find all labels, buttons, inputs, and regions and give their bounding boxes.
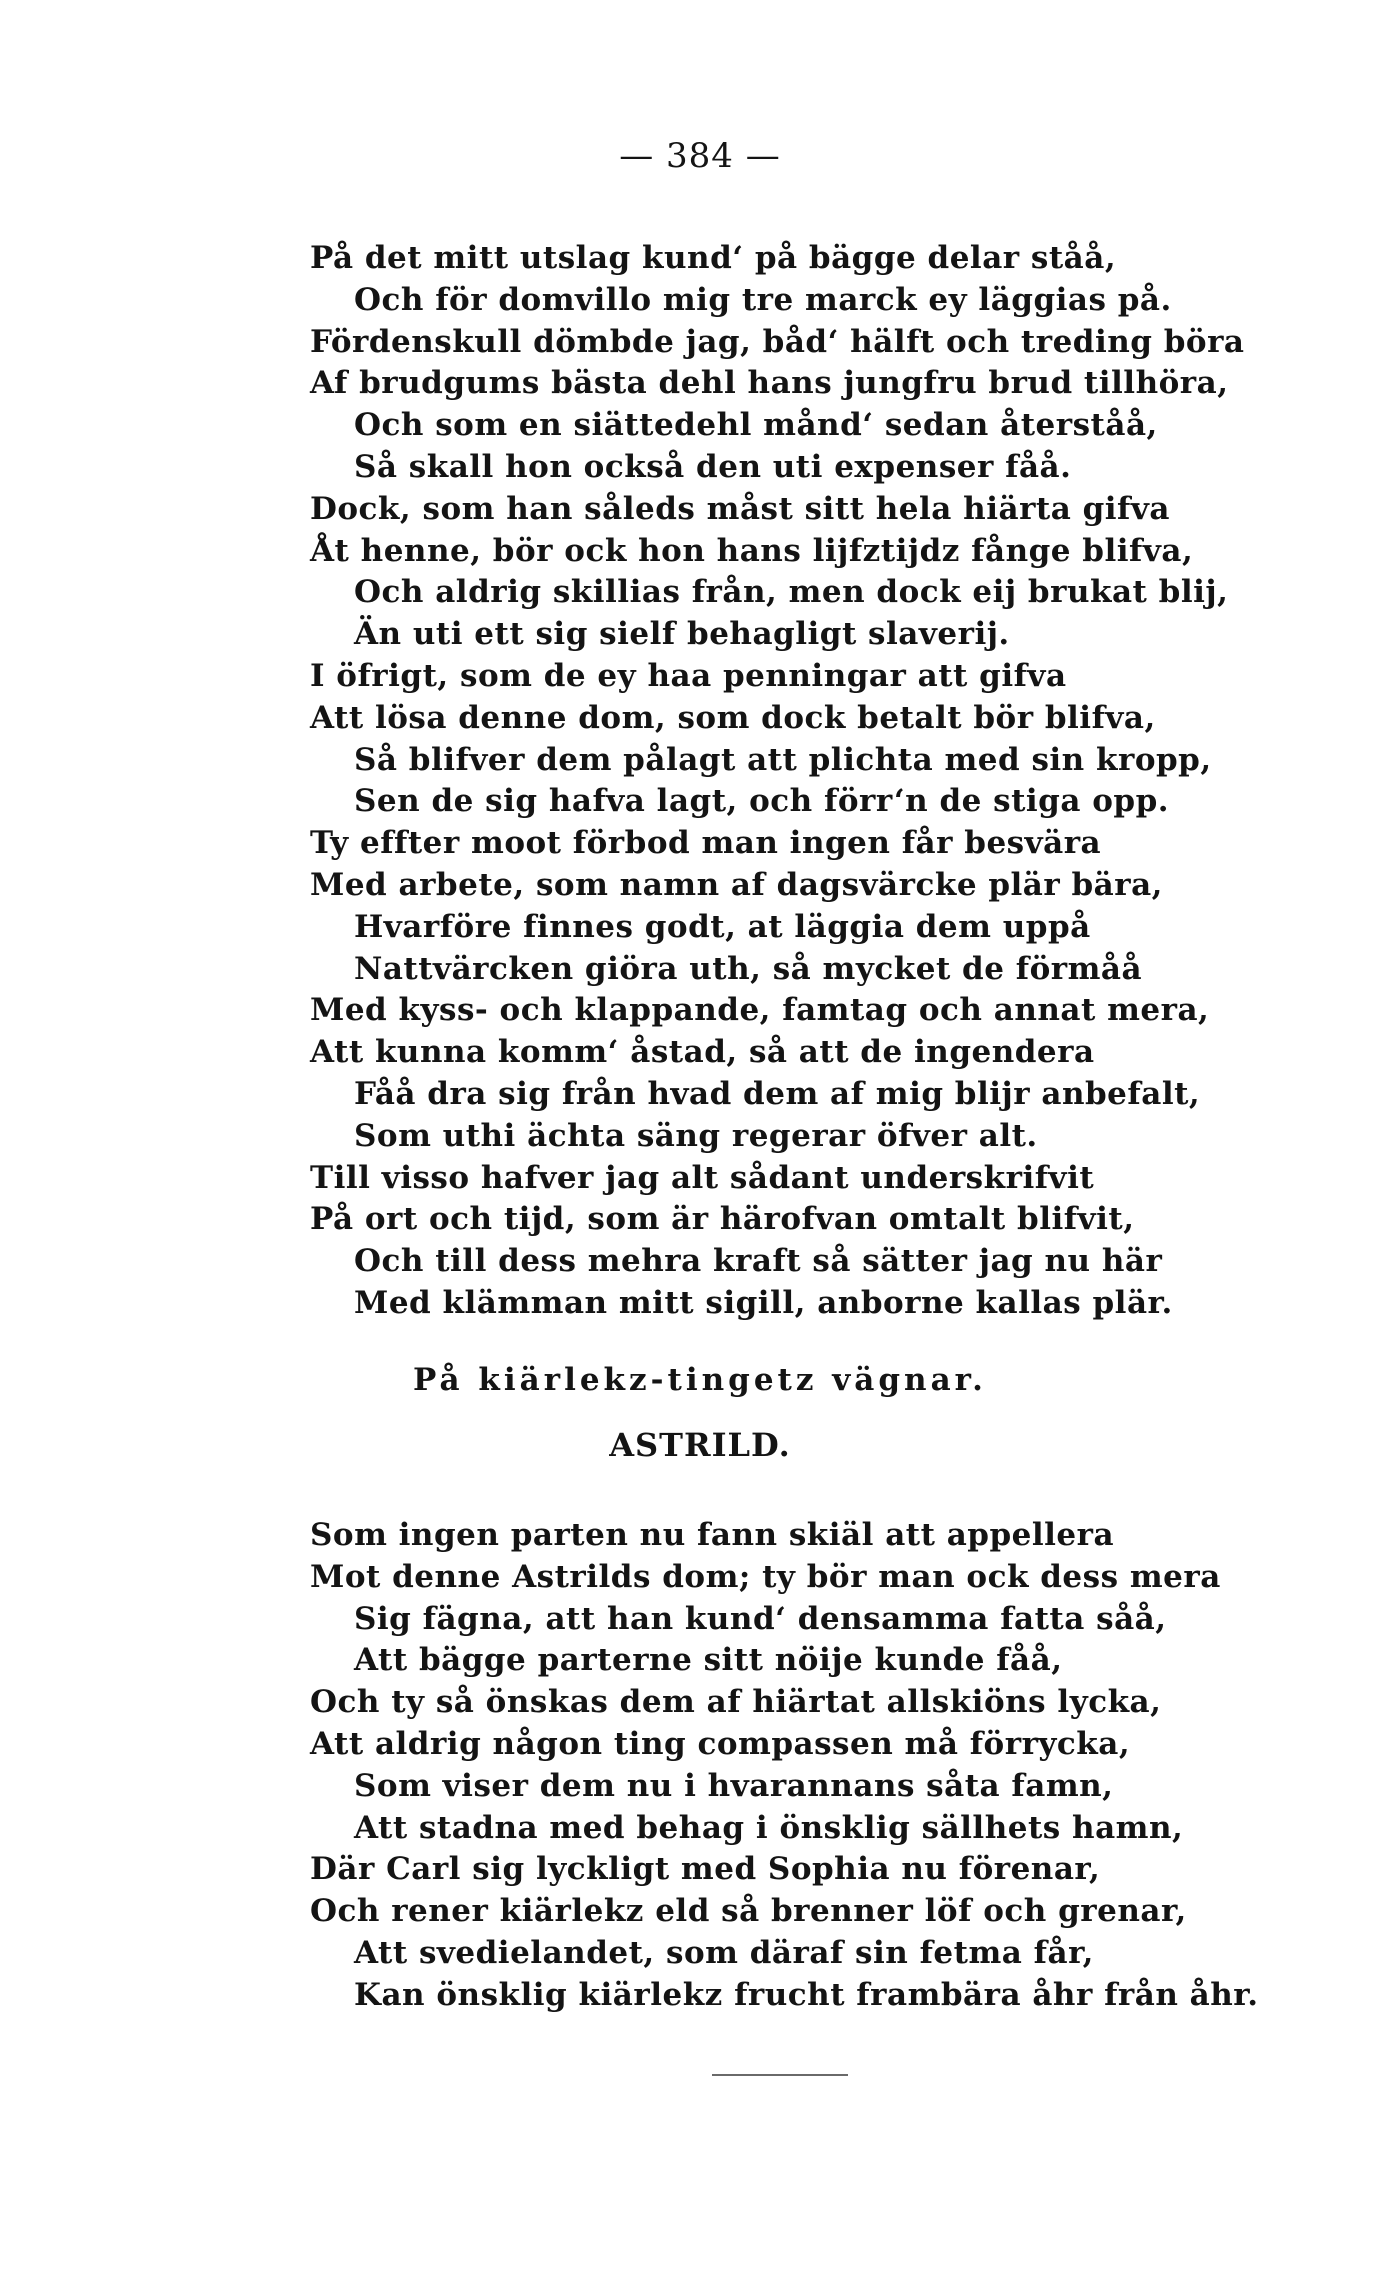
poem-line: Och till dess mehra kraft så sätter jag nu här bbox=[354, 1243, 1163, 1280]
poem-line: Så skall hon också den uti expenser fåå. bbox=[354, 449, 1072, 485]
poem-line: Som ingen parten nu fann skiäl att appellera bbox=[310, 1517, 1115, 1553]
poem-line: Sig fägna, att han kund‘ densamma fatta såå, bbox=[354, 1600, 1167, 1637]
poem-line: Där Carl sig lyckligt med Sophia nu förenar, bbox=[310, 1851, 1101, 1888]
page-number: — 384 — bbox=[619, 136, 781, 176]
poem-line: Hvarföre finnes godt, at läggia dem uppå bbox=[354, 908, 1091, 945]
poem-line: Åt henne, bör ock hon hans lijfztijdz fånge blifva, bbox=[310, 532, 1194, 569]
poem-line: Och för domvillo mig tre marck ey läggias på. bbox=[354, 281, 1172, 318]
poem-line: På ort och tijd, som är härofvan omtalt blifvit, bbox=[310, 1201, 1135, 1238]
poem-line: Att stadna med behag i önsklig sällhets hamn, bbox=[354, 1809, 1184, 1846]
poem-line: På det mitt utslag kund‘ på bägge delar ståå, bbox=[310, 240, 1117, 276]
poem-line: Med arbete, som namn af dagsvärcke plär bära, bbox=[310, 867, 1163, 903]
poem-line: Och ty så önskas dem af hiärtat allskiöns lycka, bbox=[310, 1684, 1162, 1721]
poem-line: Nattvärcken giöra uth, så mycket de förmåå bbox=[354, 950, 1143, 987]
poem-line: Att aldrig någon ting compassen må förrycka, bbox=[310, 1726, 1131, 1762]
poem-line: Än uti ett sig sielf behagligt slaverij. bbox=[354, 616, 1010, 653]
poem-line: Ty effter moot förbod man ingen får besvära bbox=[310, 825, 1102, 862]
poem-line: Dock, som han såleds måst sitt hela hiärta gifva bbox=[310, 490, 1170, 527]
poem-line: Fåå dra sig från hvad dem af mig blijr anbefalt, bbox=[354, 1076, 1201, 1112]
poem-line: Och rener kiärlekz eld så brenner löf och grenar, bbox=[310, 1893, 1187, 1930]
poem-line: Med klämman mitt sigill, anborne kallas plär. bbox=[354, 1285, 1173, 1321]
poem-line: Att bägge parterne sitt nöije kunde fåå, bbox=[354, 1642, 1063, 1679]
poem-line: Sen de sig hafva lagt, och förr‘n de stiga opp. bbox=[354, 783, 1170, 820]
poem-line: Med kyss- och klappande, famtag och annat mera, bbox=[310, 992, 1210, 1029]
poem-line: Till visso hafver jag alt sådant underskrifvit bbox=[310, 1159, 1095, 1196]
end-rule bbox=[712, 2074, 848, 2076]
poem-line: Af brudgums bästa dehl hans jungfru brud tillhöra, bbox=[310, 365, 1229, 402]
poem-line: I öfrigt, som de ey haa penningar att gifva bbox=[310, 658, 1067, 694]
poem-line: Och aldrig skillias från, men dock eij brukat blij, bbox=[354, 574, 1229, 611]
poem-line: Så blifver dem pålagt att plichta med sin kropp, bbox=[354, 741, 1212, 778]
signature-name: ASTRILD. bbox=[609, 1426, 791, 1464]
poem-line: Fördenskull dömbde jag, båd‘ hälft och treding böra bbox=[310, 323, 1245, 360]
poem-line: Och som en siättedehl månd‘ sedan återståå, bbox=[354, 407, 1158, 444]
poem-line: Att svedielandet, som däraf sin fetma får, bbox=[354, 1935, 1094, 1971]
poem-line: Att lösa denne dom, som dock betalt bör blifva, bbox=[310, 699, 1156, 736]
poem-line: Som viser dem nu i hvarannans såta famn, bbox=[354, 1767, 1114, 1804]
signature-heading: På kiärlekz-tingetz vägnar. bbox=[413, 1362, 987, 1398]
poem-line: Att kunna komm‘ åstad, så att de ingendera bbox=[310, 1034, 1095, 1071]
poem-line: Kan önsklig kiärlekz frucht frambära åhr från åhr. bbox=[354, 1976, 1259, 2013]
poem-line: Som uthi ächta säng regerar öfver alt. bbox=[354, 1117, 1038, 1154]
poem-line: Mot denne Astrilds dom; ty bör man ock dess mera bbox=[310, 1558, 1221, 1595]
